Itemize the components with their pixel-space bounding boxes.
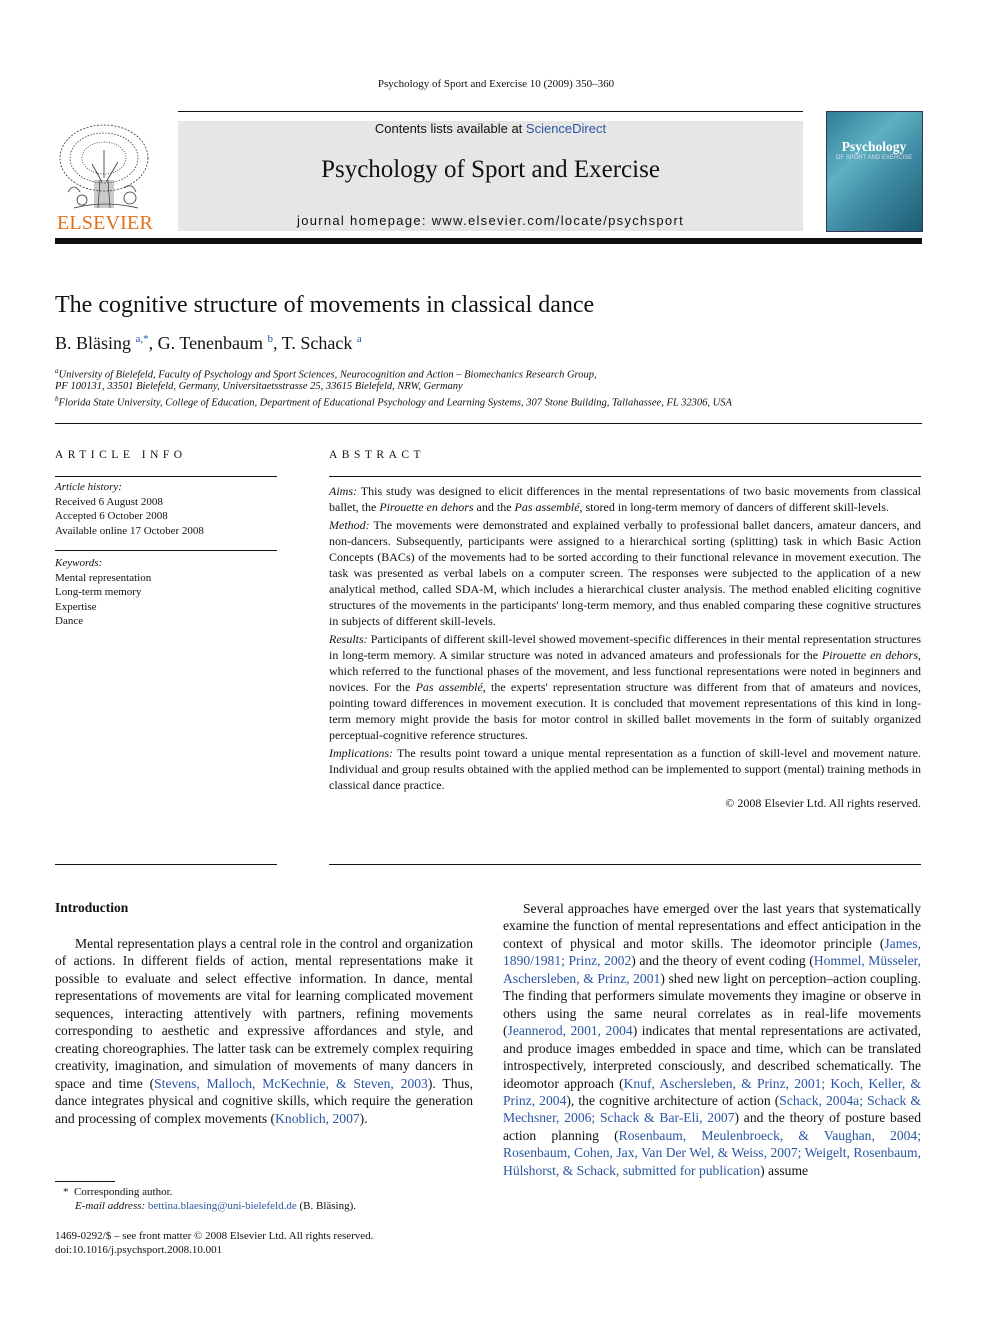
body-column-right xyxy=(503,900,921,1179)
author-name: G. Tenenbaum xyxy=(157,333,264,353)
keyword-item: Long-term memory xyxy=(55,586,142,598)
citation-link[interactable]: James, 1890/1981; Prinz, 2002 xyxy=(503,935,921,969)
article-title: The cognitive structure of movements in classical dance xyxy=(55,292,595,318)
journal-title: Psychology of Sport and Exercise xyxy=(321,156,660,183)
email-line xyxy=(55,1199,356,1213)
results-text: , the experts' representation structure was different from that of amateurs and novices, pointing toward differences in movement execution. It is concluded that movement representations of this kind in long-term memory might provide the basis for motor control in skilled ballet movements in the form of suitably organized perceptual-cognitive reference structures. xyxy=(329,680,921,742)
keyword-item: Mental representation xyxy=(55,571,152,584)
paragraph-text: ) shed new light on perception–action coupling. The finding that performers simulate movements they imagine or observe in others using the same neural correlates as in real-life movements ( xyxy=(503,970,921,1039)
aims-label: Aims: xyxy=(329,484,357,498)
header-thick-rule xyxy=(55,238,922,244)
results-label: Results: xyxy=(329,632,368,646)
aims-text: This study was designed to elicit differences in the mental representations of two basic movements from classical ballet, the xyxy=(329,484,921,514)
keywords-rule xyxy=(55,550,277,551)
abstract-rule xyxy=(329,476,921,477)
abstract-body xyxy=(329,483,921,811)
aims-term: Pirouette en dehors xyxy=(379,500,474,514)
paragraph-text: ) and the theory of posture based action planning ( xyxy=(503,1110,921,1143)
citation-link[interactable]: Knoblich, 2007 xyxy=(275,1110,360,1126)
keywords-label: Keywords: xyxy=(55,557,103,569)
affiliation-text: Florida State University, College of Education, Department of Educational Psychology and Learning Systems, 307 Stone Building, Tallahassee, FL 32306, USA xyxy=(58,397,732,409)
abstract-aims xyxy=(329,483,921,515)
corresponding-label: Corresponding author. xyxy=(74,1186,173,1198)
citation-link[interactable]: Hommel, Müsseler, Aschersleben, & Prinz, 2001 xyxy=(503,953,921,986)
corresponding-author xyxy=(55,1185,356,1199)
cover-title: Psychology xyxy=(841,139,907,154)
paragraph-text: ). xyxy=(359,1110,368,1126)
results-term: Pirouette en dehors xyxy=(821,648,919,662)
keywords xyxy=(55,556,151,629)
paragraph-text: ), the cognitive architecture of action ( xyxy=(566,1092,780,1108)
contents-line xyxy=(178,121,803,136)
aims-text: , stored in long-term memory of dancers of different skill-levels. xyxy=(579,500,889,514)
email-link[interactable]: bettina.blaesing@uni-bielefeld.de xyxy=(147,1200,297,1212)
abstract-implications xyxy=(329,745,921,793)
footnote-mark: * xyxy=(63,1186,69,1198)
affiliation-mark: b xyxy=(55,395,59,403)
footnote xyxy=(55,1185,356,1213)
affiliation-text: PF 100131, 33501 Bielefeld, Germany, Universitaetsstrasse 25, 33615 Bielefeld, NRW, Germany xyxy=(55,381,463,392)
abstract-bottom-rule xyxy=(329,864,921,865)
citation-link[interactable]: Schack, 2004a; Schack & Mechsner, 2006; Schack & Bar-Eli, 2007 xyxy=(503,1092,921,1126)
paragraph-text: ) assume xyxy=(760,1162,809,1178)
intro-paragraph-2 xyxy=(503,900,921,1179)
footnote-rule xyxy=(55,1181,115,1182)
author-sup[interactable]: a xyxy=(356,333,362,345)
author-name: T. Schack xyxy=(281,333,353,353)
affiliation xyxy=(55,381,463,392)
cover-subtitle: OF SPORT AND EXERCISE xyxy=(835,155,913,161)
paragraph-text: Several approaches have emerged over the last years that systematically examine the function of mental representations and effect anticipation in the context of physical and motor skills. The ideomotor principle ( xyxy=(503,901,921,951)
paragraph-text: ) indicates that mental representations are activated, and produce images embedded in space and time, which can be translated introspectively, interpreted consciously, and described schematically. The ideomotor approach ( xyxy=(503,1023,921,1091)
history-received: Received 6 August 2008 xyxy=(55,495,163,508)
contents-prefix: Contents lists available at xyxy=(374,121,526,136)
abstract-method xyxy=(329,517,921,629)
abstract-heading: ABSTRACT xyxy=(329,449,426,461)
author-sup[interactable]: a,* xyxy=(135,333,149,345)
abstract-results xyxy=(329,631,921,743)
doi-line[interactable]: doi:10.1016/j.psychsport.2008.10.001 xyxy=(55,1244,223,1256)
paragraph-text: ) and the theory of event coding ( xyxy=(631,953,814,969)
issn-block xyxy=(55,1229,373,1257)
section-rule xyxy=(55,423,922,424)
paragraph-text: ). Thus, dance integrates physical and cognitive skills, which require the generation and processing of complex movements ( xyxy=(55,1075,473,1126)
history-accepted: Accepted 6 October 2008 xyxy=(55,510,168,522)
sciencedirect-link[interactable]: ScienceDirect xyxy=(525,121,607,136)
body-column-left xyxy=(55,935,473,1127)
citation-link[interactable]: Rosenbaum, Meulenbroeck, & Vaughan, 2004; Rosenbaum, Cohen, Jax, Van Der Wel, & Weiss, 2007; Weigelt, Rosenbaum, Hülshorst, & Schack, submitted for publication xyxy=(503,1127,921,1178)
keyword-item: Dance xyxy=(55,615,84,627)
history-online: Available online 17 October 2008 xyxy=(55,524,204,537)
results-text: , which referred to the functional phases of the movement, and less functional representations were noted in beginners and novices. For the xyxy=(329,648,922,694)
method-text: The movements were demonstrated and explained verbally to professional ballet dancers, amateur dancers, and non-dancers. Subsequently, participants were assigned to a hierarchical sorting (splitting) task in which Basic Action Concepts (BACs) of the movements had to be sorted according to their functional relevance in movement execution. The task was presented as verbal labels on a computer screen. The responses were subjected to the application of a new analytical method, called SDA-M, which includes a hierarchical cluster analysis. The method enabled eliciting cognitive structures of the movements in the participants' long-term memory, and thus enabled comparing these cognitive structures in subjects of different skill-levels. xyxy=(329,518,921,628)
keyword-item: Expertise xyxy=(55,600,97,613)
affiliation-text: University of Bielefeld, Faculty of Psychology and Sport Sciences, Neurocognition and Action – Biomechanics Research Group, xyxy=(58,369,597,381)
introduction-heading: Introduction xyxy=(55,900,129,915)
aims-text: and the xyxy=(473,500,515,514)
author-name: B. Bläsing xyxy=(55,333,132,353)
author-sup[interactable]: b xyxy=(267,333,274,345)
article-info-bottom-rule xyxy=(55,864,277,865)
results-term: Pas assemblé xyxy=(415,680,483,694)
intro-paragraph-1 xyxy=(55,935,473,1127)
results-text: Participants of different skill-level showed movement-specific differences in their mental representation structures in long-term memory. A similar structure was noted in advanced amateurs and professionals for the xyxy=(329,632,921,662)
email-suffix: (B. Bläsing). xyxy=(296,1200,357,1212)
journal-citation: Psychology of Sport and Exercise 10 (2009) 350–360 xyxy=(377,78,615,90)
paragraph-text: Mental representation plays a central role in the control and organization of actions. In different fields of action, mental representations make it possible to evaluate and select effective information. In dance, mental representations of movements are vital for learning complicated movement sequences, interacting attentively with partners, refining movements corresponding to aesthetic and expressive affordances and style, and creating choreographies. The latter task can be extremely complex requiring creativity, imagination, and simulation of movements of many dancers in space and time ( xyxy=(55,936,473,1091)
header-top-rule xyxy=(178,111,803,112)
method-label: Method: xyxy=(329,518,370,532)
elsevier-wordmark: ELSEVIER xyxy=(56,212,154,234)
affiliation xyxy=(55,367,597,381)
history-label: Article history: xyxy=(55,481,122,493)
aims-term: Pas assemblé xyxy=(514,500,580,514)
abstract-copyright: © 2008 Elsevier Ltd. All rights reserved. xyxy=(725,796,921,810)
implications-label: Implications: xyxy=(329,746,393,760)
email-label: E-mail address: xyxy=(75,1200,148,1212)
affiliation-mark: a xyxy=(55,367,59,375)
affiliation xyxy=(55,395,732,409)
author-list: B. Bläsing $^{a,*}$, G. Tenenbaum $^b$, T. Schack $^a$ xyxy=(55,333,362,353)
journal-cover-image xyxy=(826,111,923,232)
citation-link[interactable]: Stevens, Malloch, McKechnie, & Steven, 2003 xyxy=(154,1075,428,1091)
issn-line: 1469-0292/$ – see front matter © 2008 Elsevier Ltd. All rights reserved. xyxy=(55,1230,374,1242)
article-history xyxy=(55,480,204,538)
citation-link[interactable]: Knuf, Aschersleben, & Prinz, 2001; Koch, Keller, & Prinz, 2004 xyxy=(503,1075,921,1108)
article-info-heading: ARTICLE INFO xyxy=(55,449,187,461)
citation-link[interactable]: Jeannerod, 2001, 2004 xyxy=(507,1023,633,1039)
journal-homepage[interactable]: journal homepage: www.elsevier.com/locate/psychsport xyxy=(297,213,684,228)
article-info-rule xyxy=(55,476,277,477)
implications-text: The results point toward a unique mental representation as a function of skill-level and movement nature. Individual and group results obtained with the applied method can be implemented to support (mental) training methods in classical dance practice. xyxy=(329,746,921,792)
